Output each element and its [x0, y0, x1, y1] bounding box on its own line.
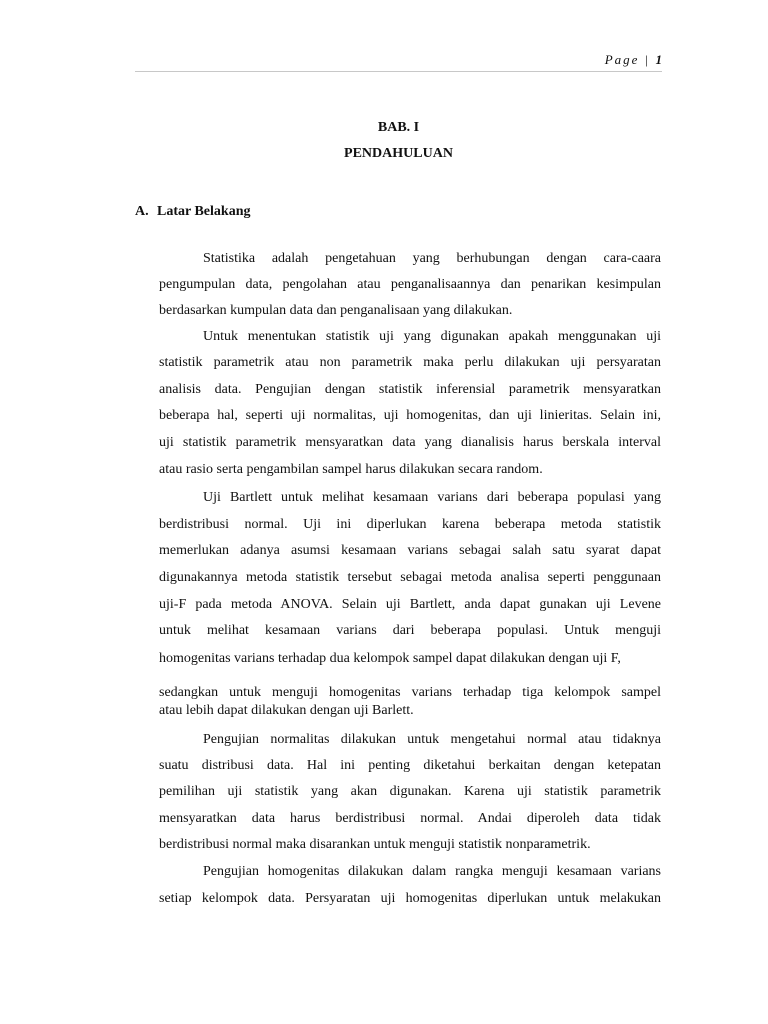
text-line: memerlukan adanya asumsi kesamaan varians sebagai salah satu syarat dapat [159, 543, 661, 558]
page-number-label [605, 52, 662, 68]
text-line: statistik parametrik atau non parametrik maka perlu dilakukan uji persyaratan [159, 355, 661, 370]
page-number: 1 [655, 52, 662, 67]
text-line: analisis data. Pengujian dengan statistik inferensial parametrik mensyaratkan [159, 382, 661, 397]
text-line: Untuk menentukan statistik uji yang digunakan apakah menggunakan uji [203, 329, 661, 344]
text-line: suatu distribusi data. Hal ini penting diketahui berkaitan dengan ketepatan [159, 758, 661, 773]
text-line: uji-F pada metoda ANOVA. Selain uji Bartlett, anda dapat gunakan uji Levene [159, 597, 661, 612]
section-marker: A. [135, 204, 149, 219]
text-line: pengumpulan data, pengolahan atau penganalisaannya dan penarikan kesimpulan [159, 277, 661, 292]
text-line: untuk melihat kesamaan varians dari beberapa populasi. Untuk menguji [159, 623, 661, 638]
section-title: Latar Belakang [157, 204, 251, 219]
text-line: setiap kelompok data. Persyaratan uji homogenitas diperlukan untuk melakukan [159, 891, 661, 906]
text-line: digunakannya metoda statistik tersebut sebagai metoda analisa seperti penggunaan [159, 570, 661, 585]
chapter-title: BAB. I [377, 120, 420, 135]
text-line: atau lebih dapat dilakukan dengan uji Barlett. [159, 703, 414, 718]
text-line: homogenitas varians terhadap dua kelompok sampel dapat dilakukan dengan uji F, [159, 651, 621, 666]
text-line: atau rasio serta pengambilan sampel harus dilakukan secara random. [159, 462, 543, 477]
text-line: Statistika adalah pengetahuan yang berhubungan dengan cara-caara [203, 251, 661, 266]
text-line: berdistribusi normal maka disarankan untuk menguji statistik nonparametrik. [159, 837, 591, 852]
text-line: Pengujian homogenitas dilakukan dalam rangka menguji kesamaan varians [203, 864, 661, 879]
text-line: berdistribusi normal. Uji ini diperlukan karena beberapa metoda statistik [159, 517, 661, 532]
text-line: uji statistik parametrik mensyaratkan data yang dianalisis harus berskala interval [159, 435, 661, 450]
text-line: sedangkan untuk menguji homogenitas varians terhadap tiga kelompok sampel [159, 685, 661, 700]
page-header [135, 52, 662, 72]
page-label-text: Page | [604, 52, 651, 67]
text-line: Uji Bartlett untuk melihat kesamaan varians dari beberapa populasi yang [203, 490, 661, 505]
section-heading [135, 204, 250, 220]
text-line: Pengujian normalitas dilakukan untuk mengetahui normal atau tidaknya [203, 732, 661, 747]
text-line: pemilihan uji statistik yang akan digunakan. Karena uji statistik parametrik [159, 784, 661, 799]
header-divider [135, 71, 662, 72]
text-line: mensyaratkan data harus berdistribusi normal. Andai diperoleh data tidak [159, 811, 661, 826]
chapter-subtitle: PENDAHULUAN [344, 146, 453, 161]
text-line: berdasarkan kumpulan data dan penganalisaan yang dilakukan. [159, 303, 513, 318]
text-line: beberapa hal, seperti uji normalitas, uji homogenitas, dan uji linieritas. Selain ini, [159, 408, 661, 423]
